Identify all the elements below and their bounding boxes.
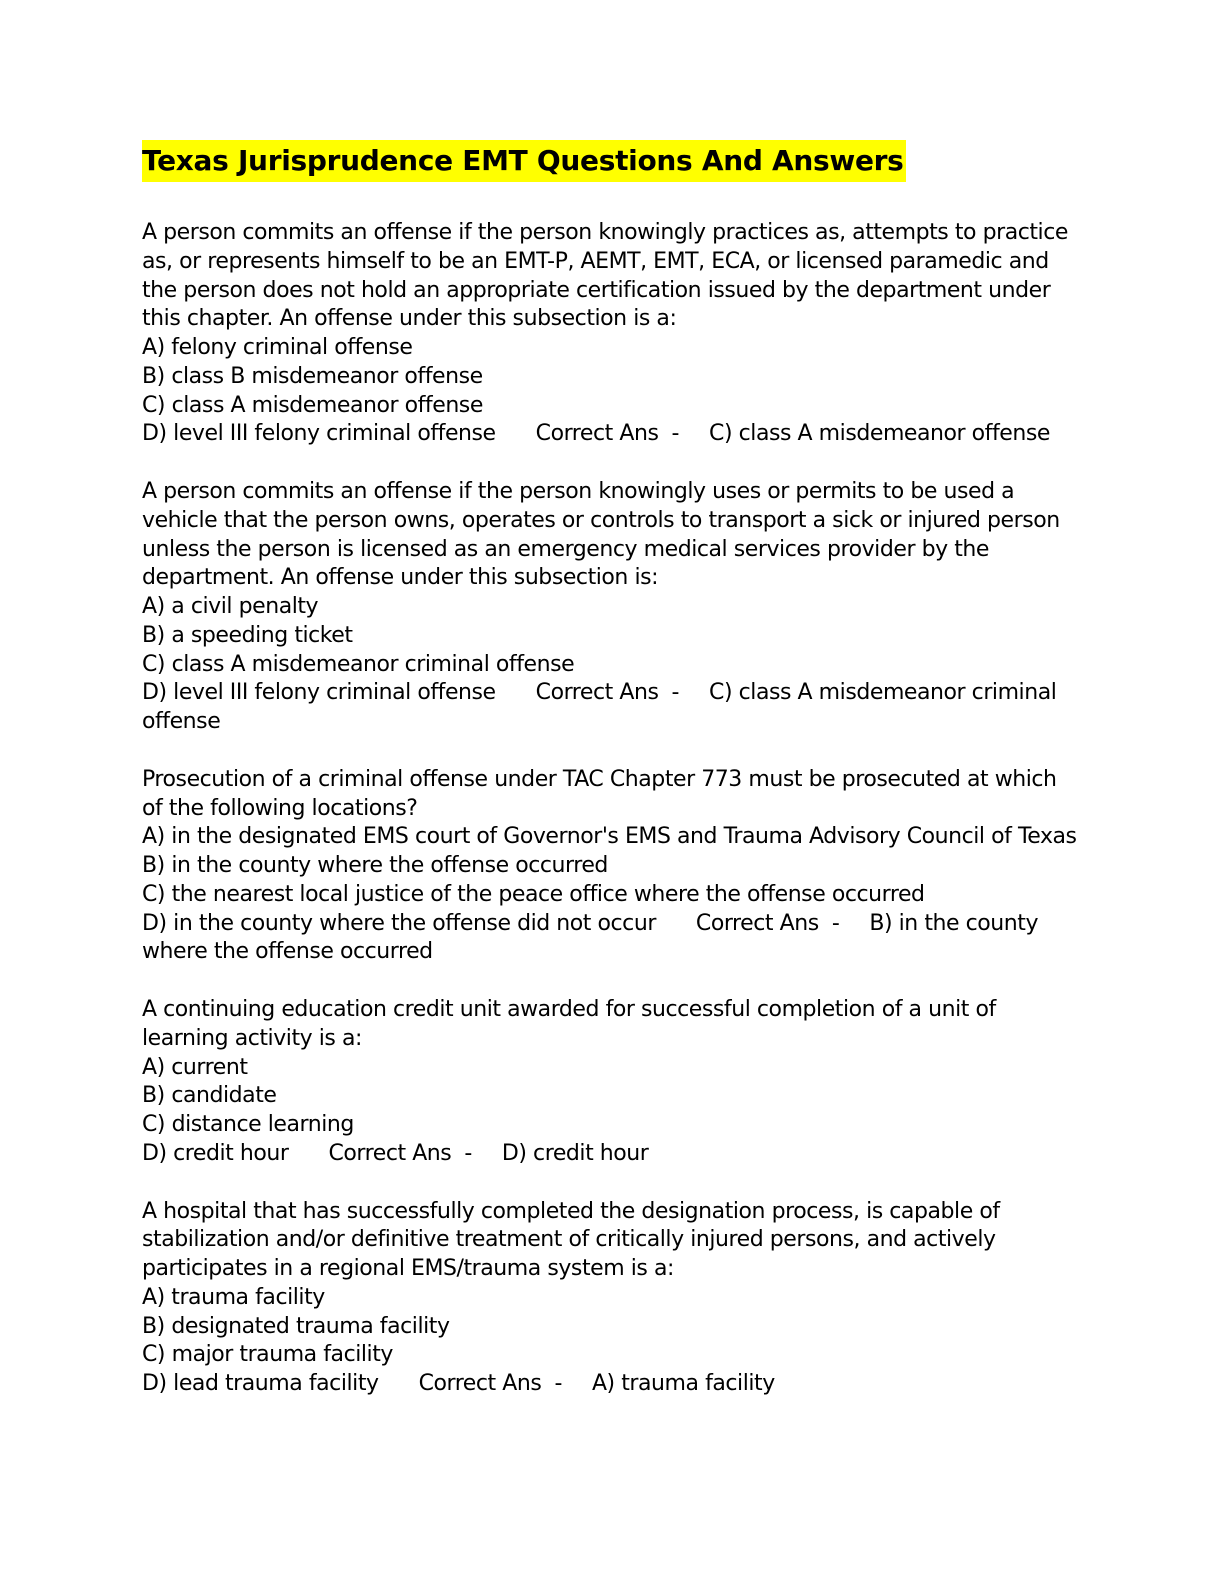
qa-item-3: [142, 766, 1082, 967]
qa-item-4: [142, 996, 1082, 1169]
option-a: A) current: [142, 1054, 248, 1080]
question-text: A person commits an offense if the person knowingly practices as, attempts to practice as, or represents himself to be an EMT-P, AEMT, EMT, ECA, or licensed paramedic and the person does not hold an appropriate certification issued by the department under this chapter. An offense under this subsection is a:: [142, 220, 1068, 332]
option-a: A) trauma facility: [142, 1284, 325, 1310]
correct-answer-text: A) trauma facility: [591, 1371, 775, 1396]
option-d: D) lead trauma facility: [142, 1371, 379, 1396]
answer-dash: -: [831, 910, 840, 936]
option-b: B) in the county where the offense occurred: [142, 853, 608, 878]
option-b: B) designated trauma facility: [142, 1313, 450, 1339]
qa-item-2: [142, 478, 1082, 737]
option-c: C) distance learning: [142, 1112, 354, 1137]
option-a: A) in the designated EMS court of Governor's EMS and Trauma Advisory Council of Texas: [142, 824, 1077, 850]
correct-answer-label: Correct Ans: [535, 421, 659, 447]
question-text: Prosecution of a criminal offense under TAC Chapter 773 must be prosecuted at which of the following locations?: [142, 766, 1057, 821]
qa-item-5: [142, 1198, 1082, 1399]
correct-answer-text: C) class A misdemeanor criminal offense: [142, 680, 1057, 734]
option-d: D) level III felony criminal offense: [142, 421, 496, 447]
correct-answer-label: Correct Ans: [695, 910, 819, 936]
answer-dash: -: [671, 680, 680, 706]
correct-answer-label: Correct Ans: [328, 1140, 452, 1166]
document-page: [142, 140, 1082, 1399]
correct-answer-label: Correct Ans: [418, 1371, 542, 1396]
option-a: A) felony criminal offense: [142, 335, 413, 360]
option-b: B) a speeding ticket: [142, 622, 353, 648]
answer-dash: -: [464, 1140, 472, 1166]
correct-answer-label: Correct Ans: [535, 680, 659, 706]
answer-line: [142, 910, 1082, 968]
option-c: C) the nearest local justice of the peace office where the offense occurred: [142, 881, 925, 907]
question-text: A person commits an offense if the person knowingly uses or permits to be used a vehicle that the person owns, operates or controls to transport a sick or injured person unless the person is licensed as an emergency medical services provider by the department. An offense under this subsection is:: [142, 479, 1060, 591]
answer-dash: -: [554, 1371, 562, 1396]
option-d: D) in the county where the offense did not occur: [142, 910, 656, 936]
question-text: A hospital that has successfully completed the designation process, is capable of stabilization and/or definitive treatment of critically injured persons, and actively participates in a regional EMS/trauma system is a:: [142, 1198, 1000, 1281]
qa-item-1: [142, 219, 1082, 449]
correct-answer-text: C) class A misdemeanor offense: [709, 421, 1050, 447]
option-a: A) a civil penalty: [142, 594, 319, 619]
option-c: C) class A misdemeanor offense: [142, 392, 483, 418]
answer-dash: -: [671, 421, 680, 447]
answer-line: [142, 1140, 1082, 1169]
option-c: C) class A misdemeanor criminal offense: [142, 651, 575, 677]
option-d: D) credit hour: [142, 1140, 289, 1166]
option-c: C) major trauma facility: [142, 1342, 393, 1368]
correct-answer-text: B) in the county where the offense occurred: [142, 910, 1039, 965]
answer-line: [142, 679, 1082, 737]
option-d: D) level III felony criminal offense: [142, 680, 496, 706]
option-b: B) class B misdemeanor offense: [142, 363, 483, 389]
answer-line: [142, 1370, 1082, 1399]
correct-answer-text: D) credit hour: [501, 1140, 649, 1166]
document-title: Texas Jurisprudence EMT Questions And Answers: [142, 140, 906, 182]
answer-line: [142, 420, 1082, 449]
option-b: B) candidate: [142, 1083, 277, 1109]
question-text: A continuing education credit unit awarded for successful completion of a unit of learning activity is a:: [142, 997, 996, 1051]
